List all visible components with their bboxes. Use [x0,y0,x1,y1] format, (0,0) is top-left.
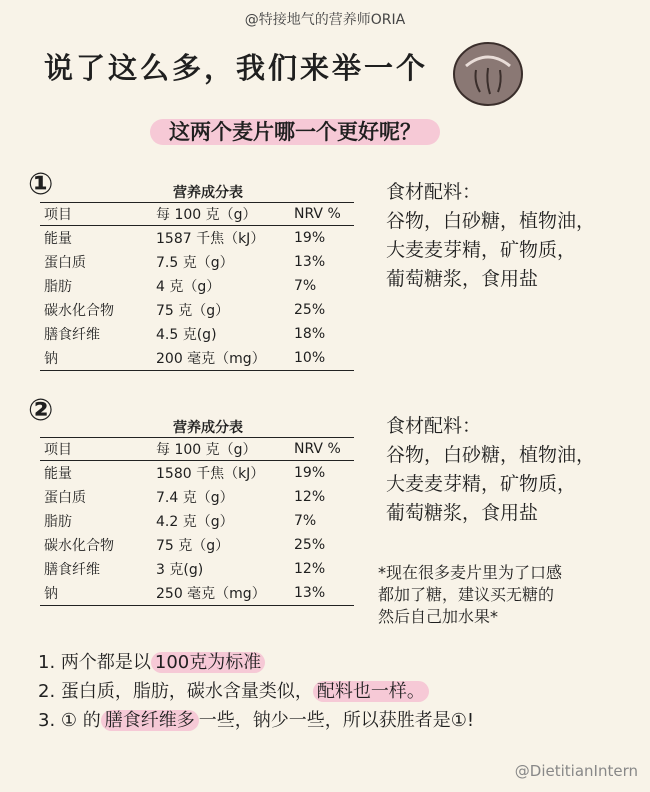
table-header-row [40,438,354,461]
cell-item: 能量 [44,466,72,482]
cell-amount: 4.5 克(g) [156,327,217,343]
cell-item: 钠 [40,346,156,371]
cell-amount: 75 克（g） [156,538,230,554]
cell-amount: 4.2 克（g） [156,514,234,530]
header-per-100g: 每 100 克（g） [156,438,294,461]
table-row [40,226,354,251]
cell-nrv: 13% [294,581,354,606]
note-line: 然后自己加水果* [378,607,499,626]
ingredients-line: 葡萄糖浆，食用盐 [386,502,539,524]
table-row [40,557,354,581]
oat-mascot-icon [452,40,524,108]
ingredients-label: 食材配料： [386,181,482,203]
cell-item: 钠 [40,581,156,606]
product-2-nutrition-table [40,437,354,606]
header-per-100g: 每 100 克（g） [156,203,294,226]
conclusion-item [38,706,474,735]
cell-item: 能量 [44,231,72,247]
note-line: 都加了糖，建议买无糖的 [378,585,555,604]
cell-amount: 75 克（g） [156,303,230,319]
table-header-row [40,203,354,226]
conclusion-text: 1. 两个都是以 [38,652,151,673]
header-item: 项目 [40,438,156,461]
product-1-ingredients [386,178,595,294]
cell-nrv: 19% [294,465,326,481]
conclusion-item [38,677,474,706]
cell-nrv: 10% [294,346,354,371]
conclusion-text: 3. ① 的 [38,710,101,731]
table-row [40,322,354,346]
header-nrv: NRV % [294,203,354,226]
subtitle: 这两个麦片哪一个更好呢？ [169,120,421,144]
table-row [40,533,354,557]
conclusions-list [38,648,474,735]
product-1-table-title: 营养成分表 [173,185,243,201]
table-row [40,250,354,274]
product-2-number: ② [28,393,54,428]
cell-amount: 250 毫克（mg） [156,581,294,606]
cell-amount: 7.5 克（g） [156,255,234,271]
conclusion-item [38,648,474,677]
cell-item: 碳水化合物 [44,538,114,554]
ingredients-label: 食材配料： [386,415,482,437]
table-row [40,274,354,298]
ingredients-line: 葡萄糖浆，食用盐 [386,268,539,290]
cell-item: 膳食纤维 [44,327,100,343]
cell-amount: 4 克（g） [156,279,221,295]
cell-nrv: 25% [294,537,326,553]
ingredients-line: 大麦麦芽精，矿物质， [386,239,577,261]
cell-nrv: 25% [294,302,326,318]
author-handle: @特接地气的营养师ORIA [244,12,406,28]
conclusion-highlight: 膳食纤维多 [101,710,199,731]
cell-amount: 7.4 克（g） [156,490,234,506]
ingredients-line: 谷物，白砂糖，植物油， [386,210,596,232]
table-row [40,509,354,533]
table-row [40,581,354,606]
cell-nrv: 12% [294,489,326,505]
cell-nrv: 19% [294,230,326,246]
ingredients-line: 谷物，白砂糖，植物油， [386,444,596,466]
cell-item: 蛋白质 [44,255,86,271]
cell-amount: 1587 千焦（kJ） [156,231,265,247]
table-row [40,298,354,322]
sugar-note [378,562,562,628]
cell-nrv: 12% [294,561,326,577]
watermark: @DietitianIntern [514,762,638,780]
product-1-number: ① [28,167,54,202]
cell-amount: 3 克(g) [156,562,204,578]
table-row [40,461,354,486]
cell-item: 脂肪 [44,279,72,295]
conclusion-text: 一些，钠少一些，所以获胜者是①! [198,710,475,731]
cell-item: 碳水化合物 [44,303,114,319]
cell-item: 膳食纤维 [44,562,100,578]
table-row [40,346,354,371]
conclusion-highlight: 100克为标准 [151,652,265,673]
cell-nrv: 13% [294,254,326,270]
product-2-table-title: 营养成分表 [173,420,243,436]
header-nrv: NRV % [294,438,354,461]
headline: 说了这么多，我们来举一个 [44,51,429,85]
note-line: *现在很多麦片里为了口感 [378,563,563,582]
cell-nrv: 18% [294,326,326,342]
cell-item: 蛋白质 [44,490,86,506]
product-2-ingredients [386,412,595,528]
conclusion-highlight: 配料也一样。 [313,681,429,702]
product-1-nutrition-table [40,202,354,371]
cell-nrv: 7% [294,513,317,529]
header-item: 项目 [40,203,156,226]
ingredients-line: 大麦麦芽精，矿物质， [386,473,577,495]
conclusion-text: 2. 蛋白质，脂肪，碳水含量类似， [38,681,313,702]
cell-amount: 200 毫克（mg） [156,346,294,371]
cell-nrv: 7% [294,278,317,294]
table-row [40,485,354,509]
cell-item: 脂肪 [44,514,72,530]
cell-amount: 1580 千焦（kJ） [156,466,265,482]
